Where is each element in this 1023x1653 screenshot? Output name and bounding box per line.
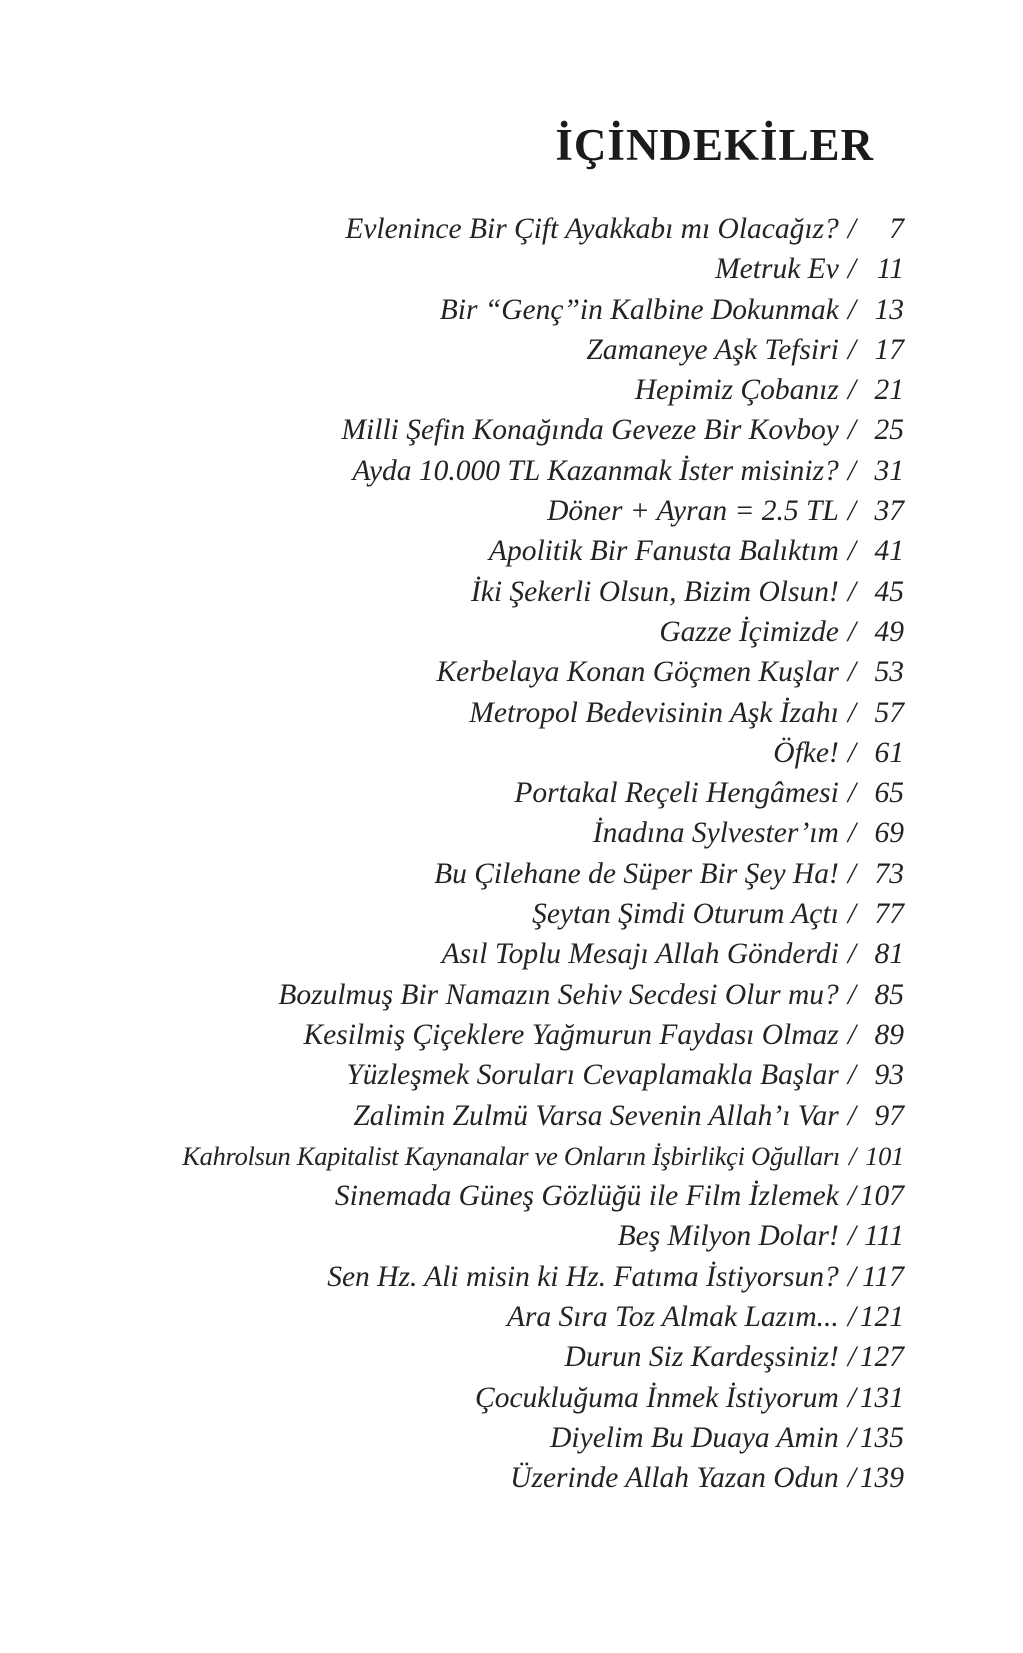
toc-entry-title: İnadına Sylvester’ım (592, 817, 839, 850)
toc-entry (40, 1136, 904, 1176)
toc-entry-title: Yüzleşmek Soruları Cevaplamakla Başlar (346, 1059, 839, 1092)
toc-entry (40, 370, 904, 410)
toc-entry-title: Sinemada Güneş Gözlüğü ile Film İzlemek (334, 1180, 839, 1213)
toc-list (40, 209, 904, 1499)
toc-entry (40, 209, 904, 249)
toc-entry-separator: / (847, 817, 856, 850)
toc-entry-separator: / (847, 1099, 856, 1132)
toc-entry-title: Portakal Reçeli Hengâmesi (514, 777, 839, 810)
toc-entry-separator: / (847, 575, 856, 608)
toc-entry-page: 117 (861, 1260, 904, 1293)
toc-entry-separator: / (847, 253, 856, 286)
toc-entry-title: Beş Milyon Dolar! (617, 1220, 839, 1253)
toc-entry-separator: / (847, 1059, 856, 1092)
toc-entry (40, 1055, 904, 1095)
toc-entry-title: Diyelim Bu Duaya Amin (550, 1421, 839, 1454)
toc-entry (40, 1418, 904, 1458)
toc-entry-title: Zamaneye Aşk Tefsiri (586, 333, 839, 366)
toc-entry-page: 89 (874, 1018, 904, 1051)
toc-entry (40, 290, 904, 330)
toc-entry (40, 572, 904, 612)
toc-entry (40, 733, 904, 773)
toc-entry-page: 69 (874, 817, 904, 850)
toc-entry-title: Ayda 10.000 TL Kazanmak İster misiniz? (352, 454, 839, 487)
toc-entry-separator: / (847, 414, 856, 447)
toc-entry-separator: / (847, 696, 856, 729)
toc-entry-page: 127 (859, 1341, 904, 1374)
toc-entry-page: 77 (874, 898, 904, 931)
toc-entry-separator: / (847, 978, 856, 1011)
toc-entry (40, 531, 904, 571)
toc-entry-separator: / (847, 938, 856, 971)
toc-entry (40, 1257, 904, 1297)
toc-entry-page: 81 (874, 938, 904, 971)
toc-entry (40, 1216, 904, 1256)
toc-entry-title: Ara Sıra Toz Almak Lazım... (506, 1301, 839, 1334)
toc-entry (40, 330, 904, 370)
toc-entry-title: Şeytan Şimdi Oturum Açtı (532, 898, 839, 931)
toc-entry-separator: / (847, 495, 856, 528)
toc-entry (40, 934, 904, 974)
toc-entry-separator: / (847, 1381, 856, 1414)
toc-entry (40, 1096, 904, 1136)
toc-entry-title: Hepimiz Çobanız (634, 374, 839, 407)
toc-entry-page: 41 (874, 535, 904, 568)
toc-entry-page: 37 (874, 495, 904, 528)
toc-entry-title: İki Şekerli Olsun, Bizim Olsun! (470, 575, 839, 608)
toc-entry-separator: / (847, 615, 856, 648)
toc-entry-separator: / (847, 1421, 856, 1454)
toc-entry-title: Çocukluğuma İnmek İstiyorum (475, 1381, 839, 1414)
toc-entry-page: 45 (874, 575, 904, 608)
toc-entry (40, 854, 904, 894)
toc-entry-separator: / (847, 374, 856, 407)
toc-entry-separator: / (847, 1301, 856, 1334)
toc-entry-page: 7 (889, 213, 904, 245)
toc-entry-page: 31 (874, 454, 904, 487)
toc-entry-page: 53 (874, 656, 904, 689)
toc-entry-page: 25 (874, 414, 904, 447)
toc-entry-page: 61 (874, 736, 904, 769)
toc-entry-title: Bu Çilehane de Süper Bir Şey Ha! (434, 857, 839, 890)
toc-entry (40, 612, 904, 652)
toc-entry-title: Zalimin Zulmü Varsa Sevenin Allah’ı Var (353, 1099, 839, 1132)
toc-entry-separator: / (847, 1220, 856, 1253)
toc-entry-title: Öfke! (773, 736, 839, 769)
toc-entry (40, 894, 904, 934)
toc-entry-page: 121 (859, 1301, 904, 1334)
toc-entry-separator: / (847, 333, 856, 366)
toc-entry-page: 11 (876, 253, 904, 286)
toc-entry-title: Kahrolsun Kapitalist Kaynanalar ve Onların İşbirlikçi Oğulları (182, 1140, 840, 1171)
toc-entry (40, 1337, 904, 1377)
page-title: İÇİNDEKİLER (555, 120, 874, 170)
toc-entry-separator: / (847, 535, 856, 568)
toc-entry-page: 111 (864, 1220, 904, 1253)
toc-entry-title: Kesilmiş Çiçeklere Yağmurun Faydası Olmaz (303, 1018, 839, 1051)
toc-entry (40, 975, 904, 1015)
toc-entry-page: 21 (874, 374, 904, 407)
toc-entry (40, 1458, 904, 1498)
toc-entry-page: 131 (859, 1381, 904, 1414)
toc-entry (40, 451, 904, 491)
toc-entry-title: Durun Siz Kardeşsiniz! (564, 1341, 839, 1374)
toc-entry-separator: / (847, 1462, 856, 1495)
toc-entry-page: 65 (874, 777, 904, 810)
toc-entry-separator: / (847, 656, 856, 689)
toc-entry-title: Döner + Ayran = 2.5 TL (547, 495, 839, 528)
toc-entry-separator: / (847, 857, 856, 890)
toc-entry-separator: / (848, 1140, 856, 1171)
toc-entry-separator: / (847, 898, 856, 931)
toc-entry-title: Bir “Genç”in Kalbine Dokunmak (439, 293, 839, 326)
toc-entry-separator: / (847, 1180, 856, 1213)
toc-entry (40, 491, 904, 531)
toc-entry-title: Metropol Bedevisinin Aşk İzahı (469, 696, 839, 729)
toc-entry-title: Gazze İçimizde (659, 615, 839, 648)
toc-entry-page: 139 (859, 1462, 904, 1495)
toc-entry-title: Milli Şefin Konağında Geveze Bir Kovboy (341, 414, 839, 447)
toc-entry-page: 17 (874, 333, 904, 366)
toc-entry-title: Kerbelaya Konan Göçmen Kuşlar (436, 656, 839, 689)
toc-entry (40, 1297, 904, 1337)
toc-entry-title: Metruk Ev (715, 253, 839, 286)
toc-entry-page: 135 (859, 1421, 904, 1454)
toc-entry-title: Sen Hz. Ali misin ki Hz. Fatıma İstiyorsun? (327, 1260, 839, 1293)
toc-entry (40, 693, 904, 733)
toc-entry-separator: / (847, 736, 856, 769)
toc-entry-page: 13 (874, 293, 904, 326)
toc-entry-separator: / (847, 1018, 856, 1051)
toc-entry (40, 1015, 904, 1055)
toc-entry (40, 410, 904, 450)
toc-entry-separator: / (847, 454, 856, 487)
toc-entry-separator: / (847, 213, 856, 245)
toc-entry-title: Asıl Toplu Mesajı Allah Gönderdi (441, 938, 839, 971)
toc-entry-title: Bozulmuş Bir Namazın Sehiv Secdesi Olur mu? (278, 978, 839, 1011)
toc-entry-separator: / (847, 1260, 856, 1293)
toc-entry-title: Evlenince Bir Çift Ayakkabı mı Olacağız? (345, 213, 839, 245)
toc-entry-page: 107 (859, 1180, 904, 1213)
toc-entry-page: 93 (874, 1059, 904, 1092)
toc-entry (40, 652, 904, 692)
toc-entry (40, 813, 904, 853)
toc-entry-title: Apolitik Bir Fanusta Balıktım (488, 535, 839, 568)
toc-entry-page: 73 (874, 857, 904, 890)
toc-entry-separator: / (847, 777, 856, 810)
toc-entry-page: 97 (874, 1099, 904, 1132)
toc-entry (40, 773, 904, 813)
toc-entry (40, 1176, 904, 1216)
toc-entry-title: Üzerinde Allah Yazan Odun (510, 1462, 839, 1495)
toc-entry-page: 49 (874, 615, 904, 648)
toc-entry-page: 57 (874, 696, 904, 729)
toc-entry-page: 85 (874, 978, 904, 1011)
toc-entry-separator: / (847, 293, 856, 326)
toc-entry (40, 249, 904, 289)
toc-entry-separator: / (847, 1341, 856, 1374)
toc-entry-page: 101 (865, 1140, 904, 1171)
toc-entry (40, 1378, 904, 1418)
